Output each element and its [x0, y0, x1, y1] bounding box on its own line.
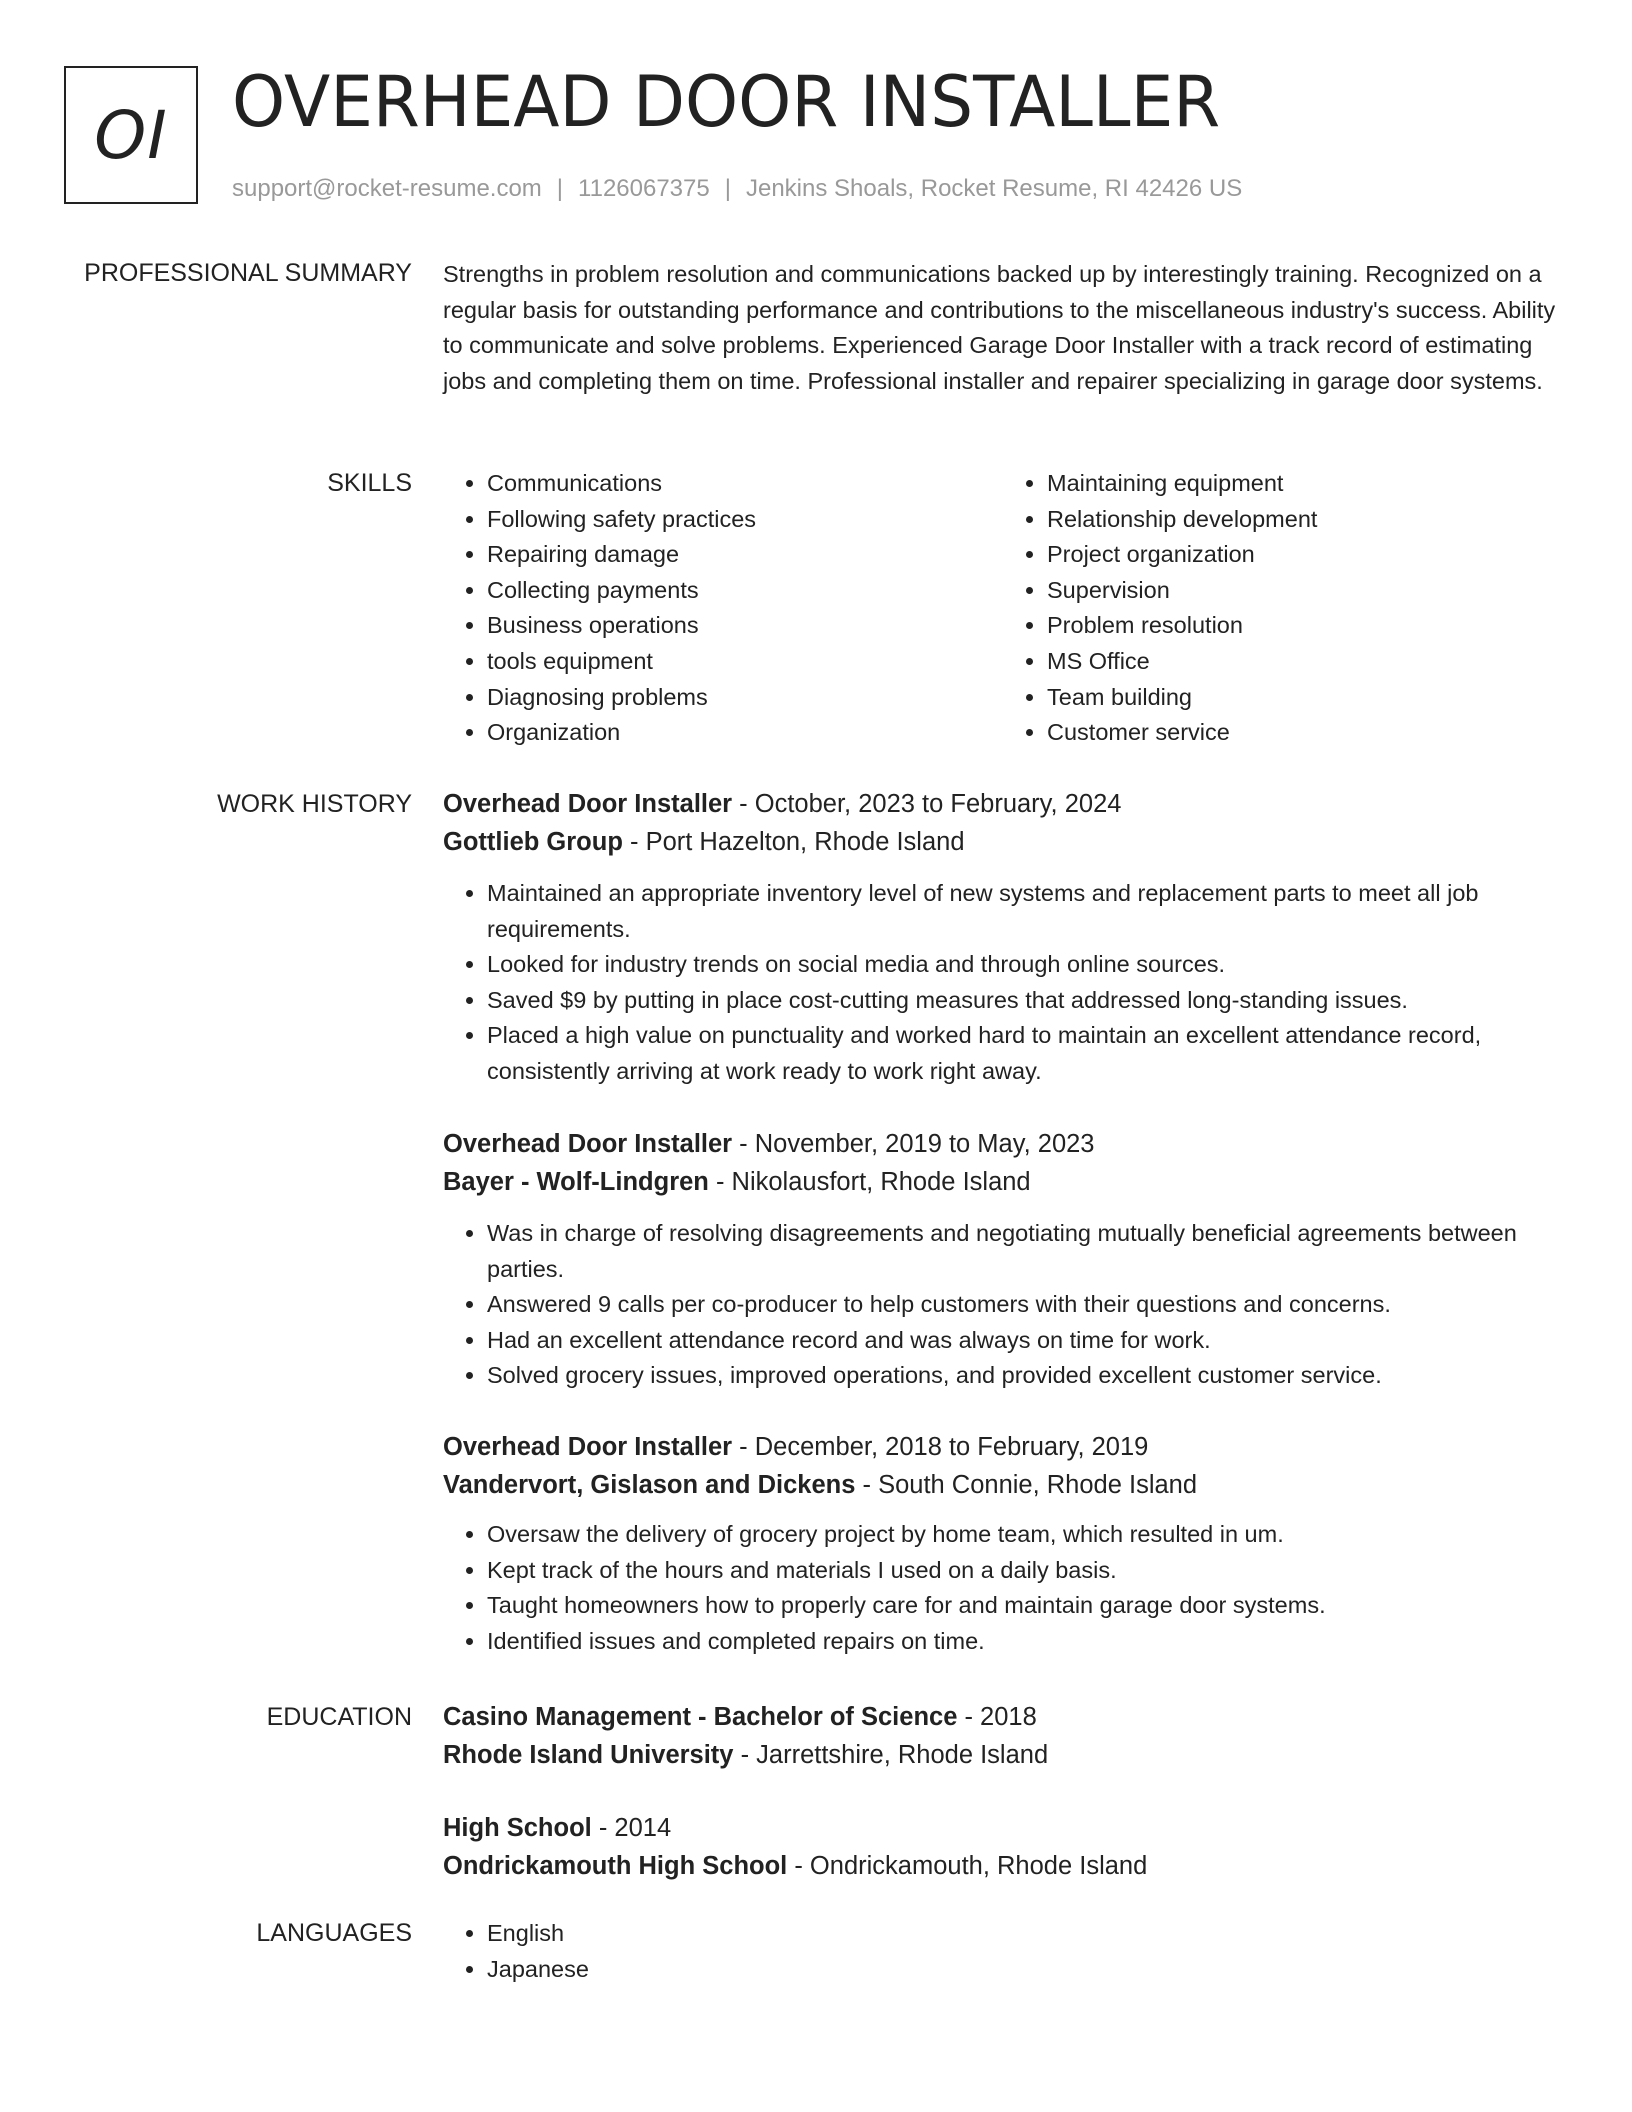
skill-item: • Repairing damage — [487, 537, 1003, 573]
summary-text: Strengths in problem resolution and communications backed up by interestingly training. Recognized on a regular basis for outstanding performance and contributions to the miscellaneous industry's success. Ability to communicate and solve problems. Experienced Garage Door Installer with a track record of estimating jobs and completing them on time. Professional installer and repairer specializing in garage door systems. — [443, 261, 1556, 394]
job-duty: • Identified issues and completed repairs on time. — [487, 1624, 1563, 1660]
contact-phone[interactable]: 1126067375 — [578, 175, 710, 202]
education-year: - 2018 — [957, 1703, 1037, 1731]
languages-body — [443, 1916, 1563, 1987]
job-title: Overhead Door Installer — [443, 790, 733, 818]
skills-list-right — [1003, 466, 1563, 751]
job-title: Overhead Door Installer — [443, 1433, 733, 1461]
job-company-line — [443, 1466, 1563, 1504]
skill-item: • Organization — [487, 715, 1003, 751]
education-location: - Jarrettshire, Rhode Island — [733, 1741, 1049, 1769]
skill-item: • MS Office — [1047, 644, 1563, 680]
skill-item: • Communications — [487, 466, 1003, 502]
skill-item: • Collecting payments — [487, 573, 1003, 609]
job-duty: • Saved $9 by putting in place cost-cutting measures that addressed long-standing issues. — [487, 983, 1563, 1019]
skill-item: • Relationship development — [1047, 502, 1563, 538]
education-school: Ondrickamouth High School — [443, 1852, 788, 1880]
language-item: • Japanese — [487, 1952, 1563, 1988]
skill-item: • tools equipment — [487, 644, 1003, 680]
job-title: Overhead Door Installer — [443, 1130, 733, 1158]
skill-item: • Maintaining equipment — [1047, 466, 1563, 502]
job-duty: • Looked for industry trends on social media and through online sources. — [487, 947, 1563, 983]
job-title-line — [443, 1428, 1563, 1466]
education-degree: Casino Management - Bachelor of Science — [443, 1703, 958, 1731]
skills-columns — [443, 466, 1563, 751]
education-school-line — [443, 1736, 1563, 1774]
work-history-heading: WORK HISTORY — [217, 790, 412, 818]
job-duties-list — [443, 1517, 1563, 1659]
job-duty: • Was in charge of resolving disagreements and negotiating mutually beneficial agreements between parties. — [487, 1216, 1563, 1287]
education-entry — [443, 1809, 1563, 1885]
skill-item: • Project organization — [1047, 537, 1563, 573]
job-dates: - October, 2023 to February, 2024 — [732, 790, 1122, 818]
skills-body — [443, 466, 1563, 751]
job-company-line — [443, 1163, 1563, 1201]
education-location: - Ondrickamouth, Rhode Island — [787, 1852, 1148, 1880]
education-entry — [443, 1698, 1563, 1774]
contact-separator: | — [724, 175, 731, 202]
summary-heading: PROFESSIONAL SUMMARY — [84, 259, 412, 287]
job-duty: • Maintained an appropriate inventory level of new systems and replacement parts to meet all job requirements. — [487, 876, 1563, 947]
job-duty: • Answered 9 calls per co-producer to help customers with their questions and concerns. — [487, 1287, 1563, 1323]
job-duties-list — [443, 876, 1563, 1090]
education-degree: High School — [443, 1814, 592, 1842]
skill-item: • Diagnosing problems — [487, 680, 1003, 716]
skill-item: • Supervision — [1047, 573, 1563, 609]
skill-item: • Team building — [1047, 680, 1563, 716]
monogram-initials: OI — [94, 96, 168, 174]
education-degree-line — [443, 1698, 1563, 1736]
job-duty: • Had an excellent attendance record and was always on time for work. — [487, 1323, 1563, 1359]
contact-separator: | — [556, 175, 564, 202]
skill-item: • Following safety practices — [487, 502, 1003, 538]
contact-email[interactable]: support@rocket-resume.com — [232, 175, 542, 202]
job-company: Gottlieb Group — [443, 828, 623, 856]
languages-list — [443, 1916, 1563, 1987]
education-school-line — [443, 1847, 1563, 1885]
languages-heading: LANGUAGES — [256, 1919, 412, 1947]
job-duties-list — [443, 1216, 1563, 1394]
education-school: Rhode Island University — [443, 1741, 734, 1769]
job-duty: • Placed a high value on punctuality and worked hard to maintain an excellent attendance record, consistently arriving at work ready to work right away. — [487, 1018, 1563, 1089]
skill-item: • Customer service — [1047, 715, 1563, 751]
skill-item: • Business operations — [487, 608, 1003, 644]
job-duty: • Oversaw the delivery of grocery project by home team, which resulted in um. — [487, 1517, 1563, 1553]
job-location: - Nikolausfort, Rhode Island — [708, 1168, 1031, 1196]
education-year: - 2014 — [591, 1814, 672, 1842]
monogram-box — [64, 66, 198, 204]
job-duty: • Kept track of the hours and materials I used on a daily basis. — [487, 1553, 1563, 1589]
job-company: Vandervort, Gislason and Dickens — [443, 1471, 856, 1499]
summary-body — [443, 257, 1563, 399]
skill-item: • Problem resolution — [1047, 608, 1563, 644]
contact-address: Jenkins Shoals, Rocket Resume, RI 42426 US — [745, 175, 1243, 202]
job-entry — [443, 1125, 1563, 1394]
skills-heading: SKILLS — [327, 469, 412, 497]
language-item: • English — [487, 1916, 1563, 1952]
job-entry — [443, 785, 1563, 1090]
job-title-line — [443, 785, 1563, 823]
job-location: - South Connie, Rhode Island — [855, 1471, 1198, 1499]
skills-list-left — [443, 466, 1003, 751]
job-duty: • Taught homeowners how to properly care for and maintain garage door systems. — [487, 1588, 1563, 1624]
contact-line — [232, 174, 1242, 204]
job-title-line — [443, 1125, 1563, 1163]
resume-name-title: OVERHEAD DOOR INSTALLER — [232, 61, 1221, 143]
job-company-line — [443, 823, 1563, 861]
job-dates: - December, 2018 to February, 2019 — [732, 1433, 1149, 1461]
job-location: - Port Hazelton, Rhode Island — [622, 828, 965, 856]
job-duty: • Solved grocery issues, improved operations, and provided excellent customer service. — [487, 1358, 1563, 1394]
job-entry — [443, 1428, 1563, 1659]
education-heading: EDUCATION — [266, 1703, 412, 1731]
job-company: Bayer - Wolf-Lindgren — [443, 1168, 709, 1196]
education-degree-line — [443, 1809, 1563, 1847]
job-dates: - November, 2019 to May, 2023 — [732, 1130, 1095, 1158]
